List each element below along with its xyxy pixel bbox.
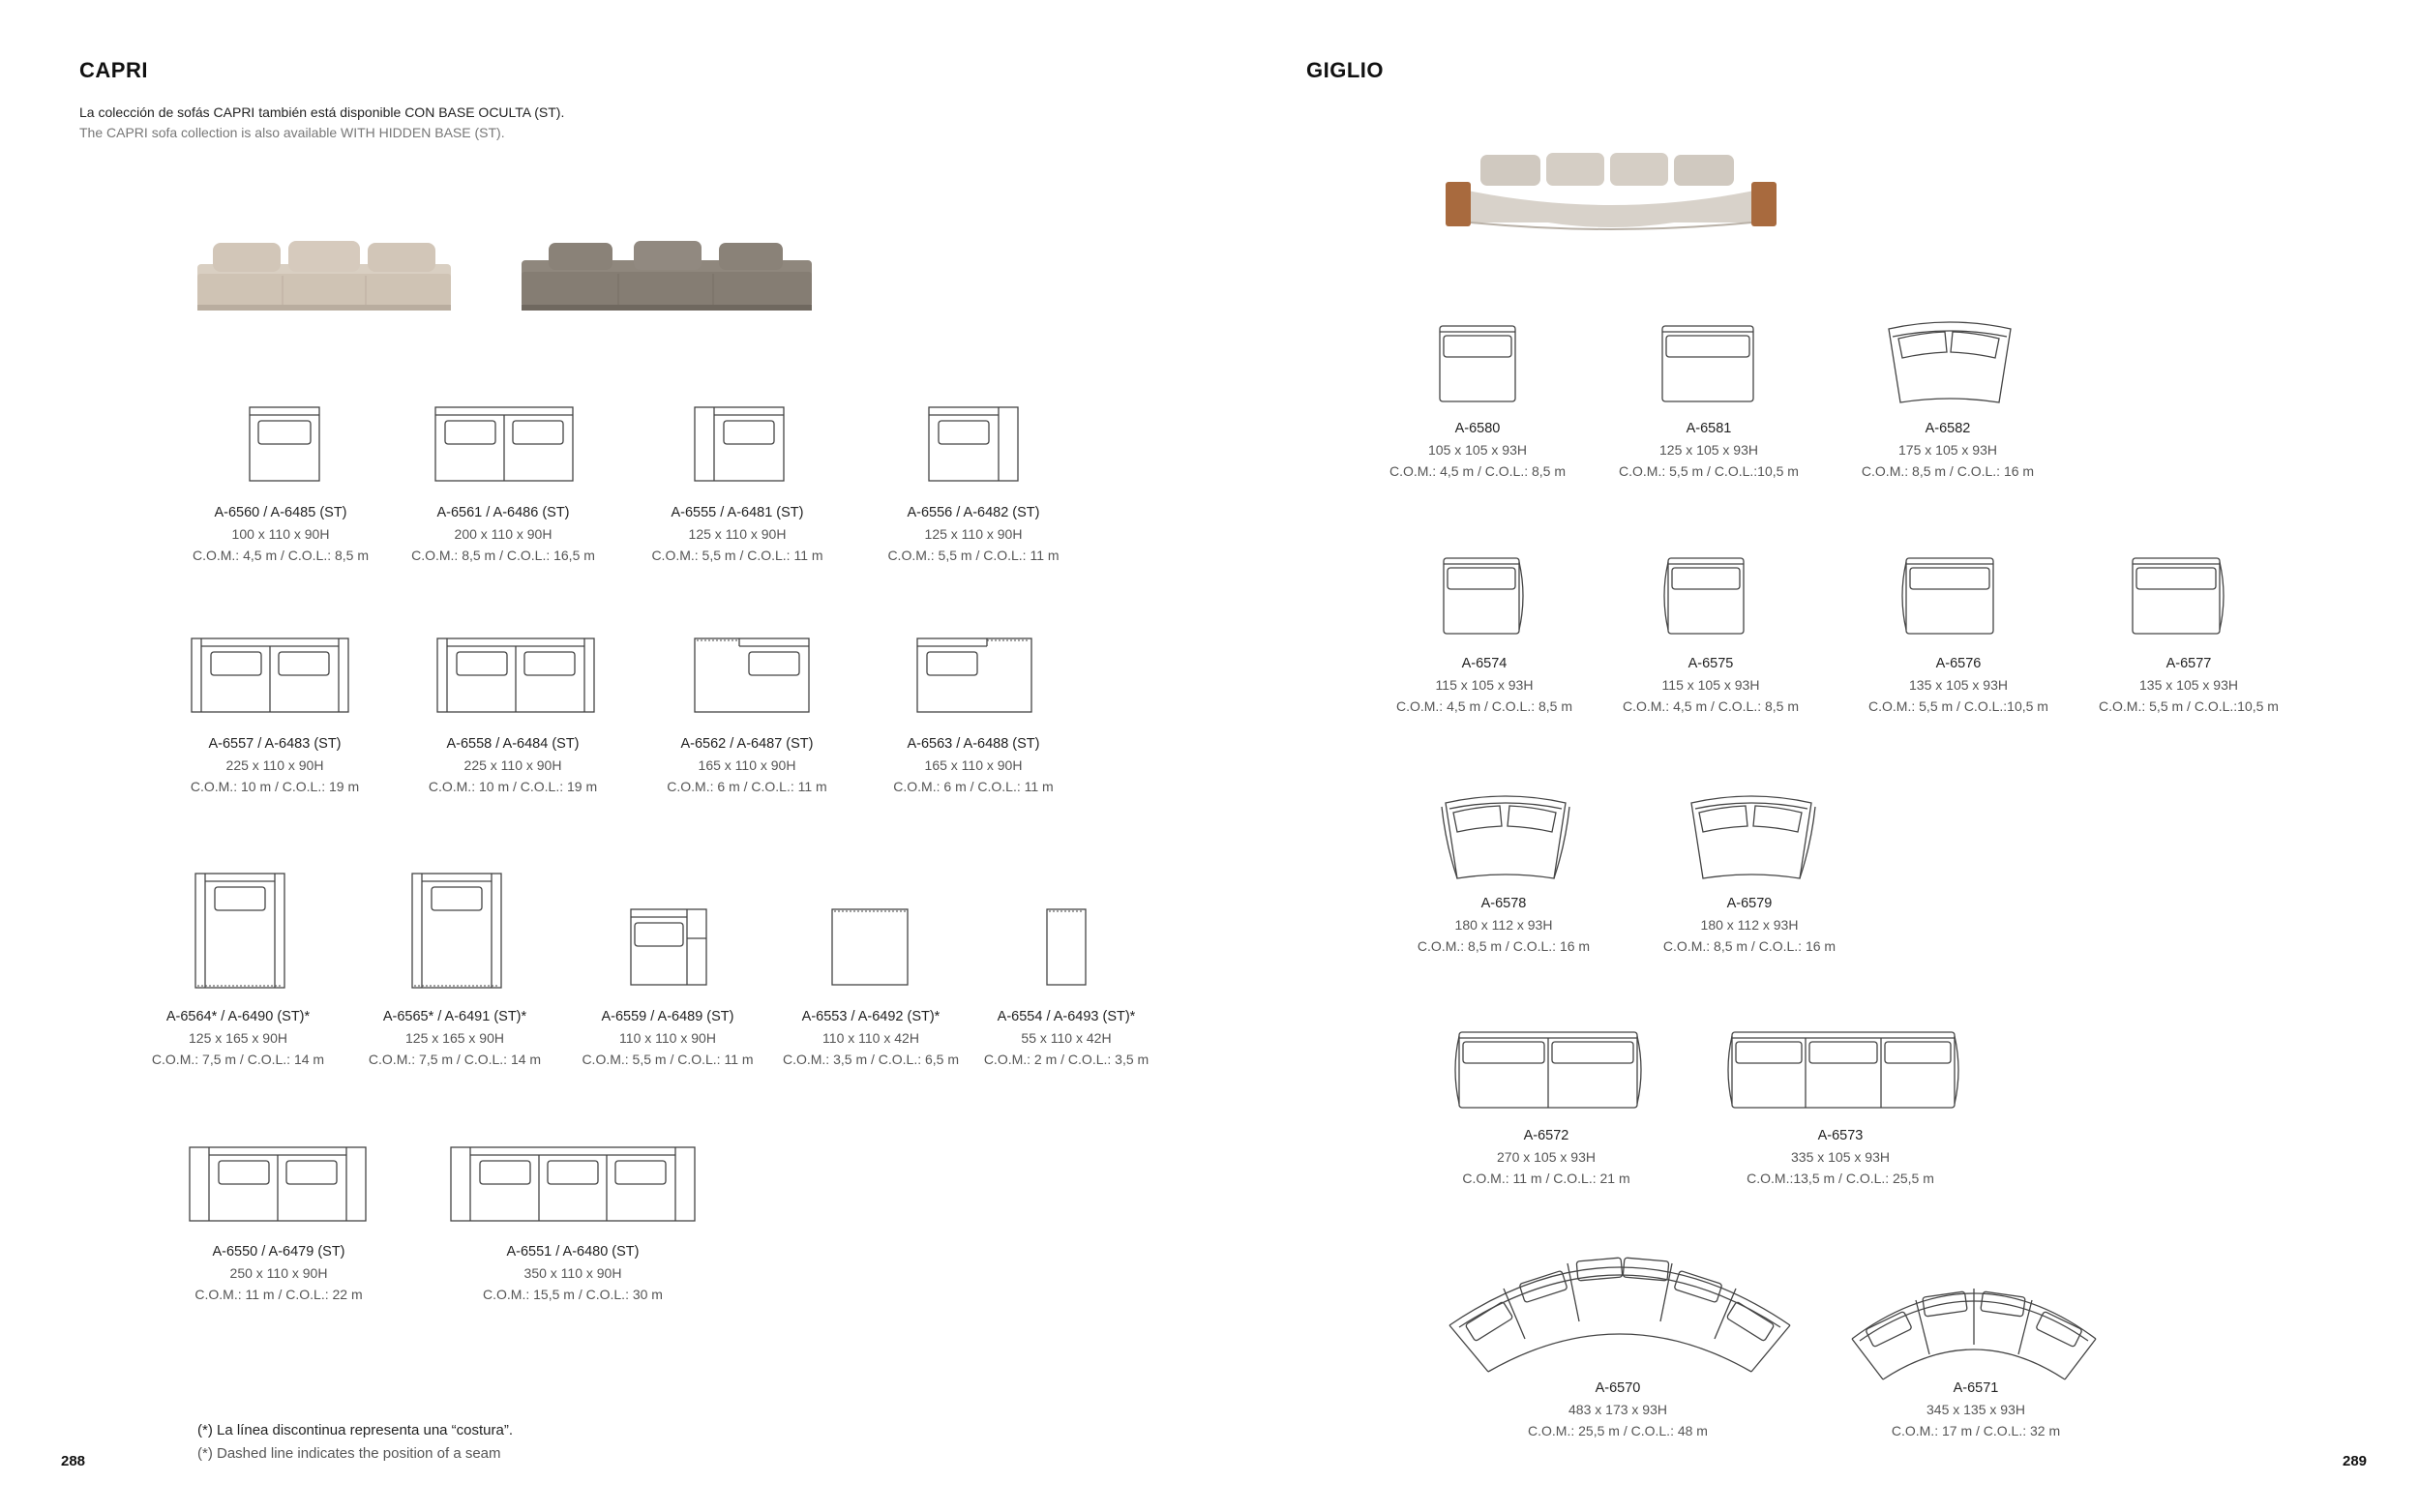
item-code: A-6555 / A-6481 (ST) (671, 505, 804, 520)
item-dimensions: 110 x 110 x 90H (619, 1030, 716, 1046)
giglio-item-a6581 (1619, 418, 1799, 482)
item-fabric: C.O.M.: 8,5 m / C.O.L.: 16 m (1861, 463, 2035, 479)
item-code: A-6582 (1925, 421, 1971, 436)
giglio-item-a6574 (1396, 653, 1572, 717)
item-code: A-6554 / A-6493 (ST)* (997, 1009, 1136, 1024)
item-dimensions: 110 x 110 x 42H (822, 1030, 919, 1046)
giglio-drawing-a6577 (2131, 558, 2227, 634)
item-dimensions: 125 x 105 x 93H (1659, 442, 1758, 458)
item-fabric: C.O.M.: 7,5 m / C.O.L.: 14 m (368, 1052, 542, 1067)
item-dimensions: 180 x 112 x 93H (1454, 917, 1553, 933)
capri-item-a6557 (191, 733, 359, 797)
item-code: A-6553 / A-6492 (ST)* (801, 1009, 941, 1024)
capri-item-a6565 (369, 1006, 541, 1070)
item-fabric: C.O.M.: 4,5 m / C.O.L.: 8,5 m (192, 548, 370, 563)
item-code: A-6564* / A-6490 (ST)* (165, 1009, 311, 1024)
item-code: A-6557 / A-6483 (ST) (208, 736, 342, 752)
giglio-drawing-a6570 (1446, 1248, 1794, 1383)
item-fabric: C.O.M.: 5,5 m / C.O.L.: 11 m (887, 548, 1060, 563)
item-code: A-6573 (1817, 1128, 1864, 1143)
capri-item-a6563 (893, 733, 1053, 797)
item-code: A-6578 (1480, 896, 1527, 911)
capri-drawing-a6558 (437, 638, 594, 712)
item-fabric: C.O.M.: 10 m / C.O.L.: 19 m (428, 779, 598, 794)
item-fabric: C.O.M.: 25,5 m / C.O.L.: 48 m (1528, 1423, 1708, 1438)
item-fabric: C.O.M.: 5,5 m / C.O.L.:10,5 m (2099, 698, 2279, 714)
item-code: A-6581 (1686, 421, 1732, 436)
capri-sofa-photo-beige (194, 237, 455, 319)
item-dimensions: 105 x 105 x 93H (1428, 442, 1527, 458)
item-dimensions: 125 x 165 x 90H (405, 1030, 504, 1046)
capri-item-a6554 (984, 1006, 1149, 1070)
item-code: A-6576 (1935, 656, 1982, 671)
item-dimensions: 135 x 105 x 93H (2139, 677, 2238, 693)
item-fabric: C.O.M.: 5,5 m / C.O.L.:10,5 m (1619, 463, 1799, 479)
capri-drawing-a6556 (929, 407, 1018, 481)
item-dimensions: 180 x 112 x 93H (1700, 917, 1799, 933)
item-code: A-6565* / A-6491 (ST)* (382, 1009, 527, 1024)
giglio-drawing-a6579 (1686, 795, 1817, 880)
item-code: A-6563 / A-6488 (ST) (907, 736, 1040, 752)
item-fabric: C.O.M.: 8,5 m / C.O.L.: 16 m (1662, 938, 1837, 954)
item-fabric: C.O.M.: 4,5 m / C.O.L.: 8,5 m (1389, 463, 1567, 479)
item-dimensions: 55 x 110 x 42H (1021, 1030, 1112, 1046)
item-fabric: C.O.M.: 5,5 m / C.O.L.:10,5 m (1868, 698, 2048, 714)
item-code: A-6551 / A-6480 (ST) (506, 1244, 640, 1260)
capri-drawing-a6562 (695, 638, 809, 712)
item-code: A-6575 (1687, 656, 1734, 671)
giglio-drawing-a6581 (1662, 326, 1753, 401)
item-fabric: C.O.M.: 17 m / C.O.L.: 32 m (1891, 1423, 2061, 1438)
item-fabric: C.O.M.: 7,5 m / C.O.L.: 14 m (151, 1052, 325, 1067)
item-code: A-6559 / A-6489 (ST) (601, 1009, 734, 1024)
capri-drawing-a6561 (435, 407, 573, 481)
capri-drawing-a6565 (412, 874, 501, 988)
page-number-left: 288 (61, 1453, 86, 1469)
item-dimensions: 250 x 110 x 90H (229, 1265, 328, 1281)
capri-drawing-a6553 (832, 909, 908, 985)
capri-item-a6556 (887, 502, 1059, 566)
item-fabric: C.O.M.: 6 m / C.O.L.: 11 m (667, 779, 827, 794)
item-fabric: C.O.M.: 11 m / C.O.L.: 21 m (1462, 1171, 1630, 1186)
item-dimensions: 165 x 110 x 90H (924, 757, 1023, 773)
capri-drawing-a6555 (695, 407, 784, 481)
item-code: A-6579 (1726, 896, 1773, 911)
capri-item-a6562 (667, 733, 826, 797)
item-fabric: C.O.M.: 4,5 m / C.O.L.: 8,5 m (1622, 698, 1800, 714)
item-code: A-6556 / A-6482 (ST) (907, 505, 1040, 520)
capri-intro-es: La colección de sofás CAPRI también está disponible CON BASE OCULTA (ST). (79, 104, 565, 120)
capri-drawing-a6560 (250, 407, 319, 481)
item-dimensions: 100 x 110 x 90H (231, 526, 330, 542)
capri-drawing-a6564 (195, 874, 284, 988)
capri-drawing-a6557 (192, 638, 348, 712)
item-dimensions: 125 x 110 x 90H (924, 526, 1023, 542)
capri-item-a6559 (582, 1006, 753, 1070)
item-fabric: C.O.M.: 15,5 m / C.O.L.: 30 m (483, 1287, 663, 1302)
item-fabric: C.O.M.: 2 m / C.O.L.: 3,5 m (983, 1052, 1150, 1067)
giglio-drawing-a6580 (1440, 326, 1515, 401)
capri-drawing-a6550 (190, 1147, 366, 1221)
giglio-drawing-a6571 (1848, 1277, 2100, 1383)
capri-drawing-a6563 (917, 638, 1031, 712)
item-dimensions: 350 x 110 x 90H (523, 1265, 622, 1281)
giglio-drawing-a6575 (1660, 558, 1747, 634)
item-dimensions: 335 x 105 x 93H (1791, 1149, 1890, 1165)
giglio-drawing-a6573 (1724, 1032, 1962, 1110)
item-fabric: C.O.M.:13,5 m / C.O.L.: 25,5 m (1747, 1171, 1934, 1186)
giglio-item-a6575 (1623, 653, 1799, 717)
giglio-item-a6578 (1418, 893, 1590, 957)
capri-sofa-photo-grey (520, 237, 815, 319)
item-fabric: C.O.M.: 11 m / C.O.L.: 22 m (194, 1287, 363, 1302)
item-code: A-6577 (2165, 656, 2212, 671)
item-dimensions: 270 x 105 x 93H (1497, 1149, 1596, 1165)
item-dimensions: 165 x 110 x 90H (698, 757, 796, 773)
item-code: A-6571 (1953, 1380, 1999, 1396)
giglio-item-a6580 (1389, 418, 1566, 482)
item-fabric: C.O.M.: 10 m / C.O.L.: 19 m (190, 779, 360, 794)
item-dimensions: 125 x 165 x 90H (189, 1030, 287, 1046)
giglio-item-a6577 (2099, 653, 2279, 717)
giglio-item-a6571 (1892, 1378, 2060, 1441)
capri-intro-en: The CAPRI sofa collection is also available WITH HIDDEN BASE (ST). (79, 125, 505, 140)
item-dimensions: 115 x 105 x 93H (1661, 677, 1760, 693)
item-fabric: C.O.M.: 8,5 m / C.O.L.: 16 m (1417, 938, 1591, 954)
item-code: A-6574 (1461, 656, 1508, 671)
giglio-item-a6570 (1528, 1378, 1708, 1441)
capri-item-a6553 (783, 1006, 959, 1070)
item-dimensions: 200 x 110 x 90H (454, 526, 552, 542)
item-code: A-6560 / A-6485 (ST) (214, 505, 347, 520)
giglio-drawing-a6576 (1898, 558, 1995, 634)
capri-item-a6551 (483, 1241, 663, 1305)
item-code: A-6550 / A-6479 (ST) (212, 1244, 345, 1260)
item-code: A-6580 (1454, 421, 1501, 436)
giglio-drawing-a6582 (1887, 323, 2013, 404)
giglio-drawing-a6574 (1440, 558, 1527, 634)
giglio-drawing-a6578 (1440, 795, 1571, 880)
giglio-title: GIGLIO (1306, 58, 1384, 82)
item-code: A-6558 / A-6484 (ST) (446, 736, 580, 752)
capri-item-a6564 (152, 1006, 324, 1070)
giglio-item-a6576 (1868, 653, 2048, 717)
item-dimensions: 225 x 110 x 90H (225, 757, 324, 773)
seam-note-es: (*) La línea discontinua representa una “costura”. (197, 1422, 514, 1438)
item-dimensions: 175 x 105 x 93H (1898, 442, 1997, 458)
capri-drawing-a6551 (451, 1147, 695, 1221)
item-code: A-6570 (1595, 1380, 1641, 1396)
item-code: A-6561 / A-6486 (ST) (436, 505, 570, 520)
giglio-drawing-a6572 (1451, 1032, 1645, 1110)
item-dimensions: 125 x 110 x 90H (688, 526, 787, 542)
capri-drawing-a6554 (1047, 909, 1086, 985)
item-code: A-6572 (1523, 1128, 1569, 1143)
giglio-sofa-photo (1442, 147, 1780, 239)
item-dimensions: 483 x 173 x 93H (1568, 1402, 1667, 1417)
item-dimensions: 225 x 110 x 90H (463, 757, 562, 773)
item-fabric: C.O.M.: 5,5 m / C.O.L.: 11 m (582, 1052, 754, 1067)
capri-item-a6558 (429, 733, 597, 797)
giglio-item-a6572 (1462, 1125, 1629, 1189)
capri-title: CAPRI (79, 58, 148, 82)
item-dimensions: 115 x 105 x 93H (1435, 677, 1534, 693)
seam-note-en: (*) Dashed line indicates the position of a seam (197, 1445, 501, 1462)
capri-item-a6550 (194, 1241, 362, 1305)
capri-item-a6560 (193, 502, 369, 566)
capri-item-a6555 (651, 502, 822, 566)
item-fabric: C.O.M.: 5,5 m / C.O.L.: 11 m (651, 548, 823, 563)
item-fabric: C.O.M.: 3,5 m / C.O.L.: 6,5 m (782, 1052, 960, 1067)
item-fabric: C.O.M.: 4,5 m / C.O.L.: 8,5 m (1395, 698, 1573, 714)
capri-drawing-a6559 (631, 909, 706, 985)
item-fabric: C.O.M.: 6 m / C.O.L.: 11 m (893, 779, 1054, 794)
item-fabric: C.O.M.: 8,5 m / C.O.L.: 16,5 m (411, 548, 595, 563)
item-dimensions: 345 x 135 x 93H (1926, 1402, 2025, 1417)
item-code: A-6562 / A-6487 (ST) (680, 736, 814, 752)
giglio-item-a6582 (1862, 418, 2034, 482)
giglio-item-a6573 (1747, 1125, 1934, 1189)
page-number-right: 289 (2343, 1453, 2368, 1469)
item-dimensions: 135 x 105 x 93H (1909, 677, 2008, 693)
capri-item-a6561 (411, 502, 595, 566)
giglio-item-a6579 (1663, 893, 1836, 957)
